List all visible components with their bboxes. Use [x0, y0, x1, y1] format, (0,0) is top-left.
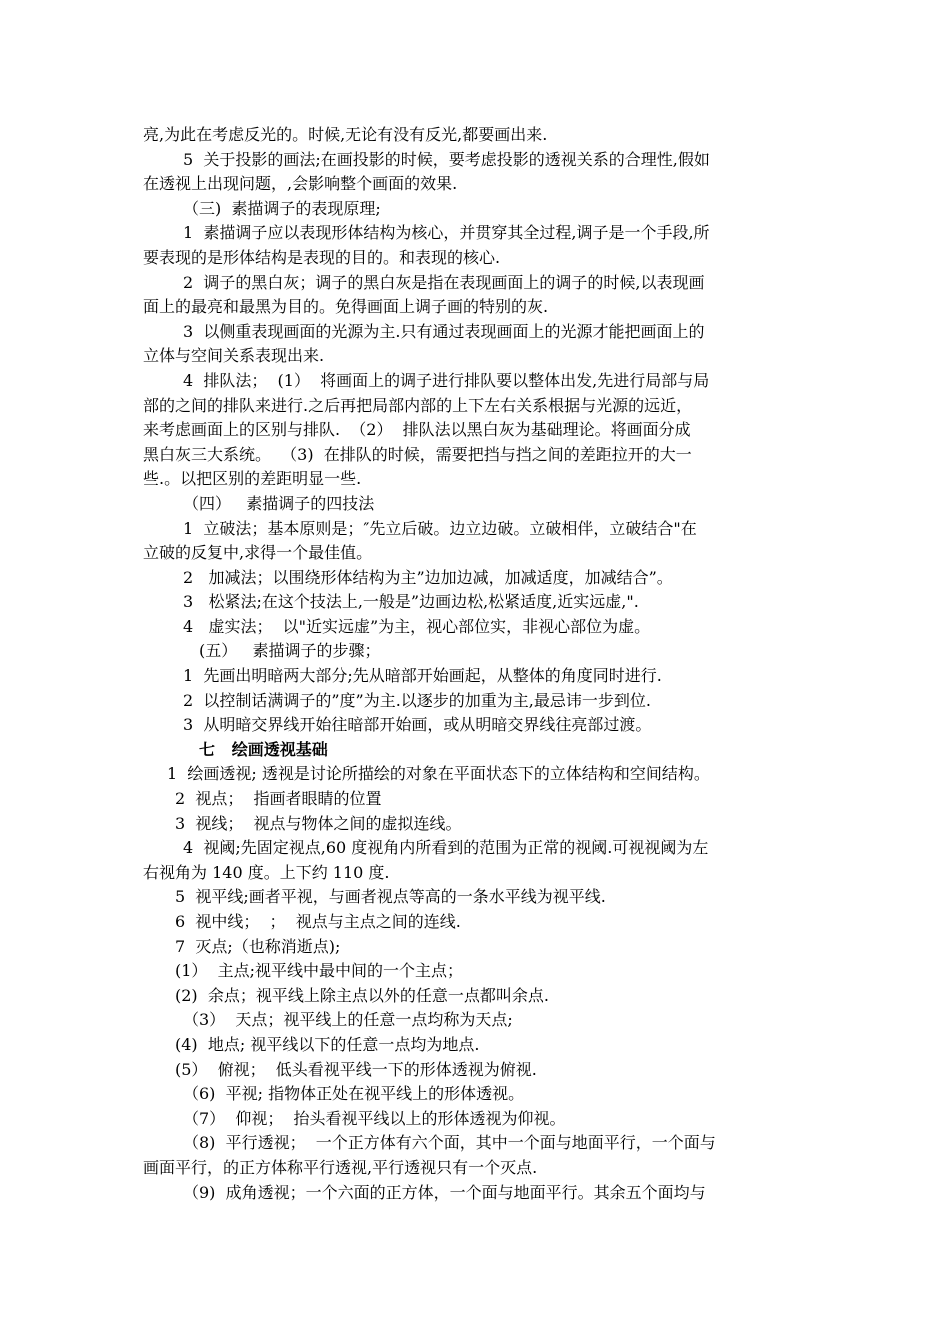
- text-line: 1 先画出明暗两大部分;先从暗部开始画起，从整体的角度同时进行.: [183, 666, 662, 686]
- text-line: （四） 素描调子的四技法: [183, 493, 375, 513]
- text-line: 来考虑画面上的区别与排队. （2） 排队法以黑白灰为基础理论。将画面分成: [143, 420, 691, 440]
- text-line: 在透视上出现问题，,会影响整个画面的效果.: [143, 174, 458, 194]
- text-line: 2 视点； 指画者眼睛的位置: [175, 789, 382, 809]
- section-heading: 七 绘画透视基础: [199, 739, 328, 759]
- text-line: 2 以控制话满调子的”度”为主.以逐步的加重为主,最忌讳一步到位.: [183, 690, 651, 710]
- text-line: 立破的反复中,求得一个最佳值。: [143, 543, 373, 563]
- text-line: （3） 天点；视平线上的任意一点均称为天点;: [183, 1010, 513, 1030]
- text-line: 5 关于投影的画法;在画投影的时候，要考虑投影的透视关系的合理性,假如: [183, 149, 710, 169]
- text-line: 6 视中线； ； 视点与主点之间的连线.: [175, 912, 461, 931]
- text-line: 些.。以把区别的差距明显一些.: [143, 469, 362, 489]
- text-line: 画面平行，的正方体称平行透视,平行透视只有一个灭点.: [143, 1157, 538, 1177]
- document-page: [143, 123, 808, 1205]
- text-line: 3 视线； 视点与物体之间的虚拟连线。: [175, 813, 462, 833]
- text-line: 立体与空间关系表现出来.: [143, 346, 325, 366]
- text-line: 4 视阈;先固定视点,60 度视角内所看到的范围为正常的视阈.可视视阈为左: [183, 838, 709, 858]
- text-line: （9) 成角透视；一个六面的正方体，一个面与地面平行。其余五个面均与: [183, 1182, 706, 1202]
- text-line: (1） 主点;视平线中最中间的一个主点；: [175, 961, 463, 981]
- text-line: 亮,为此在考虑反光的。时候,无论有没有反光,都要画出来.: [143, 125, 548, 144]
- text-line: 5 视平线;画者平视，与画者视点等高的一条水平线为视平线.: [175, 887, 606, 907]
- text-line: (2) 余点；视平线上除主点以外的任意一点都叫余点.: [175, 985, 549, 1005]
- text-line: （8) 平行透视； 一个正方体有六个面，其中一个面与地面平行，一个面与: [183, 1133, 716, 1153]
- text-line: 1 立破法；基本原则是；″先立后破。边立边破。立破相伴，立破结合"在: [183, 518, 697, 538]
- text-line: 3 以侧重表现画面的光源为主.只有通过表现画面上的光源才能把画面上的: [183, 321, 705, 341]
- text-line: (5） 俯视； 低头看视平线一下的形体透视为俯视.: [175, 1059, 537, 1079]
- text-line: 4 排队法； (1） 将画面上的调子进行排队要以整体出发,先进行局部与局: [183, 370, 710, 390]
- text-line: 1 绘画透视; 透视是讨论所描绘的对象在平面状态下的立体结构和空间结构。: [167, 764, 710, 784]
- text-line: 2 加减法；以围绕形体结构为主”边加边减，加减适度，加减结合”。: [183, 567, 673, 587]
- text-line: 1 素描调子应以表现形体结构为核心，并贯穿其全过程,调子是一个手段,所: [183, 223, 710, 243]
- text-line: 7 灭点;（也称消逝点);: [175, 936, 341, 956]
- text-line: (4) 地点; 视平线以下的任意一点均为地点.: [175, 1034, 480, 1054]
- text-line: 3 松紧法;在这个技法上,一般是”边画边松,松紧适度,近实远虚,".: [183, 592, 639, 612]
- text-line: 要表现的是形体结构是表现的目的。和表现的核心.: [143, 247, 501, 267]
- text-line: 部的之间的排队来进行.之后再把局部内部的上下左右关系根据与光源的远近，: [143, 395, 693, 415]
- text-line: （6) 平视; 指物体正处在视平线上的形体透视。: [183, 1084, 525, 1104]
- text-line: 黑白灰三大系统。 （3) 在排队的时候，需要把挡与挡之间的差距拉开的大一: [143, 444, 692, 464]
- text-line: （7） 仰视； 抬头看视平线以上的形体透视为仰视。: [183, 1108, 566, 1128]
- text-line: 右视角为 140 度。上下约 110 度.: [143, 862, 390, 882]
- text-line: 2 调子的黑白灰；调子的黑白灰是指在表现画面上的调子的时候,以表现画: [183, 272, 705, 292]
- text-line: 3 从明暗交界线开始往暗部开始画，或从明暗交界线往亮部过渡。: [183, 715, 652, 735]
- text-line: 4 虚实法； 以"近实远虚”为主，视心部位实，非视心部位为虚。: [183, 616, 651, 636]
- text-line: (五） 素描调子的步骤；: [199, 641, 381, 661]
- text-line: （三) 素描调子的表现原理;: [183, 198, 381, 218]
- text-line: 面上的最亮和最黑为目的。免得画面上调子画的特别的灰.: [143, 297, 549, 317]
